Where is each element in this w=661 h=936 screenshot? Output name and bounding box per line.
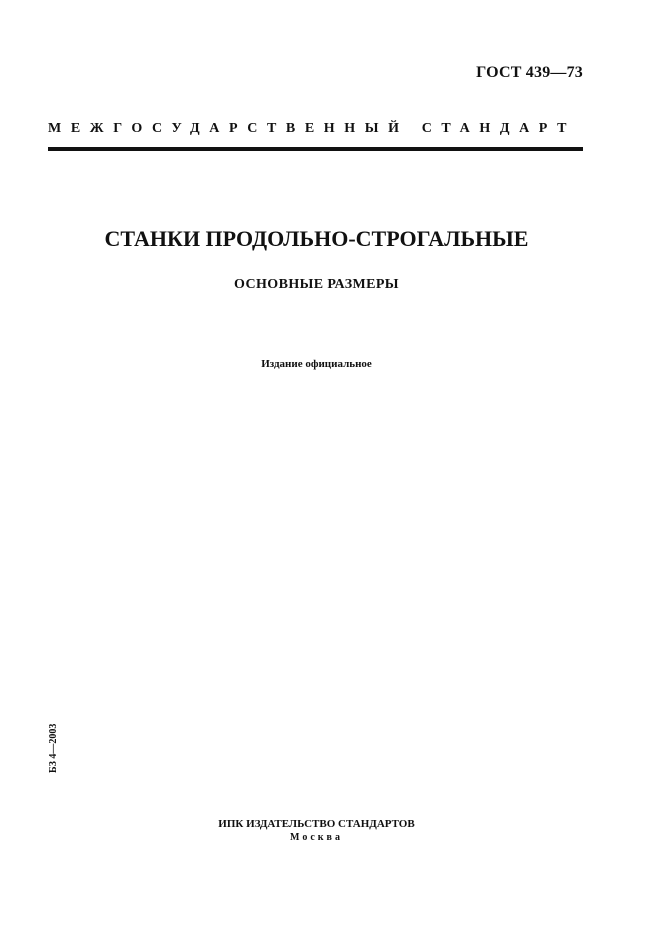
header-rule bbox=[48, 147, 583, 151]
publisher-name: ИПК ИЗДАТЕЛЬСТВО СТАНДАРТОВ bbox=[218, 818, 415, 830]
edition-note: Издание официальное bbox=[261, 358, 372, 370]
side-code: БЗ 4—2003 bbox=[48, 723, 59, 773]
gost-number: ГОСТ 439—73 bbox=[476, 64, 583, 81]
document-subtitle: ОСНОВНЫЕ РАЗМЕРЫ bbox=[234, 277, 399, 292]
publisher-city: Москва bbox=[290, 832, 343, 843]
document-title: СТАНКИ ПРОДОЛЬНО-СТРОГАЛЬНЫЕ bbox=[104, 226, 529, 251]
standard-type-heading: МЕЖГОСУДАРСТВЕННЫЙ СТАНДАРТ bbox=[48, 121, 577, 136]
